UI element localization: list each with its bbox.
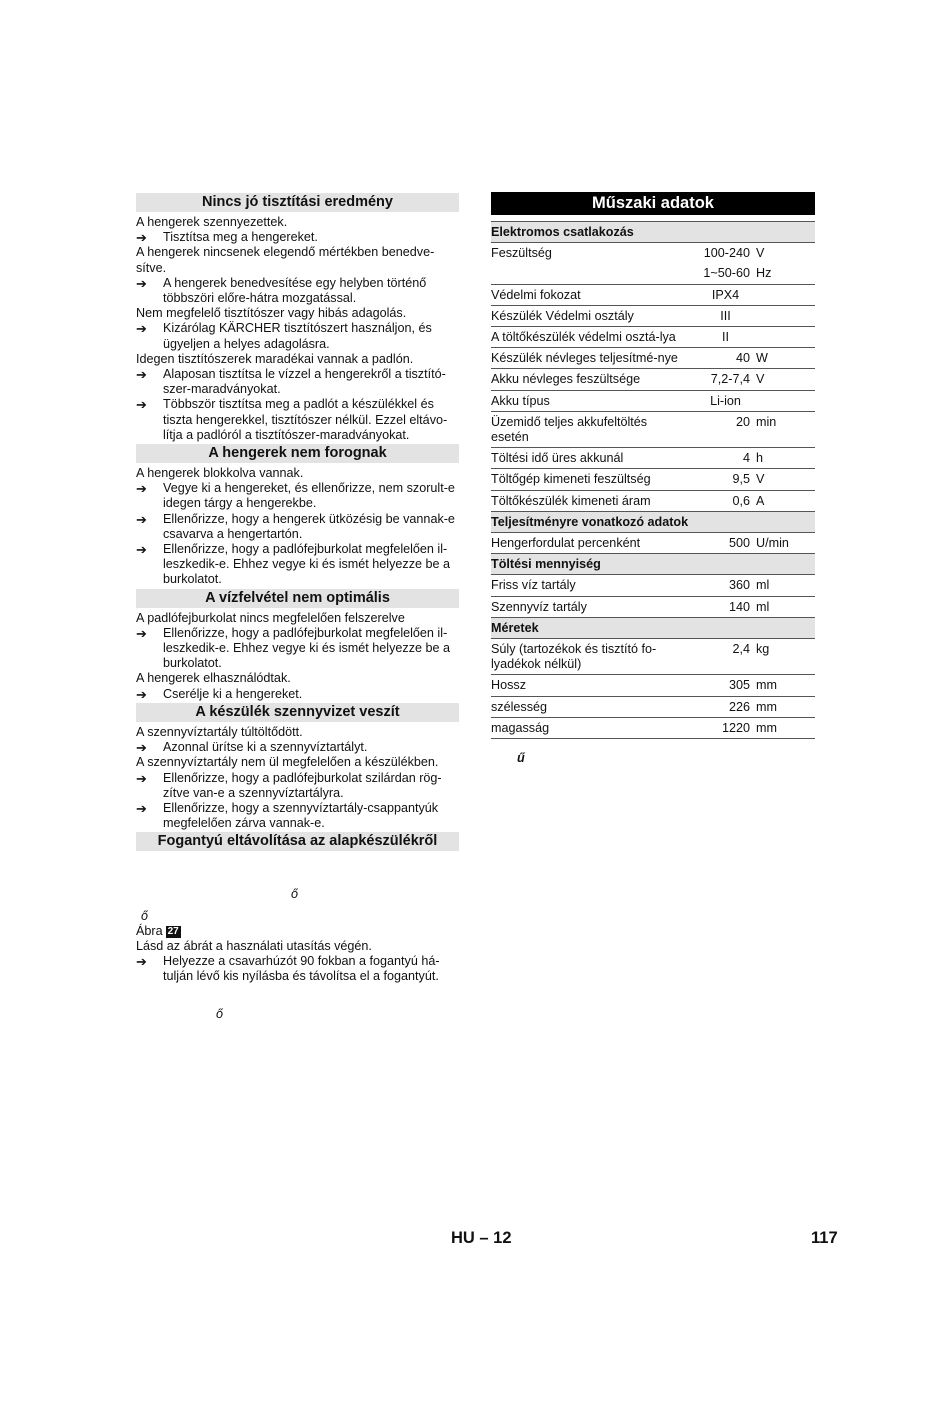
section-heading: Fogantyú eltávolítása az alapkészülékről [136, 832, 459, 851]
remedy-item: ➔ Cserélje ki a hengereket. [136, 686, 303, 702]
remedy-item: ➔ A hengerek benedvesítése egy helyben történő többszöri előre-hátra mozgatással. [136, 275, 427, 306]
remedy-item: ➔ Ellenőrizze, hogy a padlófejburkolat megfelelően il-leszkedik-e. Ehhez vegye ki és ismét helyezze be a burkolatot. [136, 542, 450, 587]
page-number: 117 [811, 1229, 838, 1247]
cause-text: A szennyvíztartály túltöltődött. [136, 724, 303, 739]
arrow-icon: ➔ [136, 230, 147, 246]
arrow-icon: ➔ [136, 321, 147, 337]
table-row: szélesség 226 mm [491, 696, 815, 717]
remedy-item: ➔ Ellenőrizze, hogy a padlófejburkolat megfelelően il-leszkedik-e. Ehhez vegye ki és ismét helyezze be a burkolatot. [136, 625, 450, 671]
table-row: Szennyvíz tartály 140 ml [491, 596, 815, 617]
table-row: Készülék névleges teljesítmé-nye 40 W [491, 348, 815, 369]
table-row: Üzemidő teljes akkufeltöltés esetén 20 min [491, 411, 815, 447]
arrow-icon: ➔ [136, 511, 147, 527]
section-heading: A hengerek nem forognak [136, 444, 459, 463]
technical-data-table [491, 221, 815, 739]
remedy-item: ➔ Vegye ki a hengereket, és ellenőrizze, nem szorult-e idegen tárgy a hengerekbe. [136, 481, 455, 511]
remedy-item: ➔ Ellenőrizze, hogy a szennyvíztartály-csappantyúk megfelelően zárva vannak-e. [136, 800, 439, 831]
arrow-icon: ➔ [136, 954, 147, 970]
table-row: Akku típus Li-ion [491, 390, 815, 411]
arrow-icon: ➔ [136, 800, 147, 816]
stray-glyph: ű [517, 751, 525, 766]
figure-number-badge: 27 [167, 925, 179, 937]
remedy-item: ➔ Kizárólag KÄRCHER tisztítószert használjon, és ügyeljen a helyes adagolásra. [136, 321, 432, 351]
table-group-row: Méretek [491, 617, 815, 638]
table-row: Feszültség 100-240 V [491, 246, 765, 261]
remedy-item: ➔ Többször tisztítsa meg a padlót a készülékkel és tiszta hengerekkel, tisztítószer nélkül. Ezzel eltávo-lítja a padlóról a tisztítószer-maradványokat. [136, 397, 448, 442]
table-group-row: Elektromos csatlakozás [491, 222, 815, 243]
remedy-item: ➔ Helyezze a csavarhúzót 90 fokban a fogantyú há-tulján lévő kis nyílásba és távolítsa el a fogantyút. [136, 954, 440, 984]
table-row: Akku névleges feszültsége 7,2-7,4 V [491, 369, 815, 390]
cause-text: A hengerek elhasználódtak. [136, 671, 291, 686]
remedy-item: ➔ Azonnal ürítse ki a szennyvíztartályt. [136, 740, 368, 756]
arrow-icon: ➔ [136, 481, 147, 497]
section-heading: Nincs jó tisztítási eredmény [136, 193, 459, 212]
troubleshooting-column [136, 192, 459, 1022]
stray-glyph: ő [291, 887, 299, 902]
table-row: Készülék Védelmi osztály III [491, 305, 815, 326]
table-row: magasság 1220 mm [491, 717, 815, 738]
cause-text: A hengerek nincsenek elegendő mértékben benedve-sítve. [136, 245, 435, 275]
figure-reference: Ábra 27 [136, 923, 179, 938]
table-row: Töltőkészülék kimeneti áram 0,6 A [491, 490, 815, 511]
arrow-icon: ➔ [136, 367, 147, 383]
technical-data-title: Műszaki adatok [491, 192, 815, 215]
table-group-row: Teljesítményre vonatkozó adatok [491, 511, 815, 532]
section-heading: A készülék szennyvizet veszít [136, 703, 459, 722]
table-group-row: Töltési mennyiség [491, 554, 815, 575]
arrow-icon: ➔ [136, 686, 147, 702]
table-row: A töltőkészülék védelmi osztá-lya II [491, 327, 815, 348]
section-heading: A vízfelvétel nem optimális [136, 589, 459, 608]
remedy-item: ➔ Alaposan tisztítsa le vízzel a hengerekről a tisztító-szer-maradványokat. [136, 367, 446, 397]
arrow-icon: ➔ [136, 740, 147, 756]
technical-data-column [491, 192, 815, 766]
cause-text: Nem megfelelő tisztítószer vagy hibás adagolás. [136, 306, 407, 321]
table-row: Friss víz tartály 360 ml [491, 575, 815, 596]
cause-text: A szennyvíztartály nem ül megfelelően a készülékben. [136, 755, 439, 770]
table-row: Védelmi fokozat IPX4 [491, 284, 815, 305]
cause-text: A hengerek szennyezettek. [136, 215, 288, 229]
cause-text: A hengerek blokkolva vannak. [136, 466, 304, 481]
table-row: 1~50-60 Hz [491, 263, 815, 284]
table-row: Súly (tartozékok és tisztító fo-lyadékok nélkül) 2,4 kg [491, 639, 815, 675]
arrow-icon: ➔ [136, 397, 147, 413]
instruction-text: Lásd az ábrát a használati utasítás végén. [136, 938, 372, 953]
stray-glyph: ő [141, 908, 149, 923]
remedy-item: ➔ Tisztítsa meg a hengereket. [136, 230, 318, 246]
cause-text: A padlófejburkolat nincs megfelelően felszerelve [136, 610, 405, 625]
table-row: Hengerfordulat percenként 500 U/min [491, 533, 815, 554]
table-row: Hossz 305 mm [491, 675, 815, 696]
remedy-item: ➔ Ellenőrizze, hogy a padlófejburkolat szilárdan rög-zítve van-e a szennyvíztartályra. [136, 770, 442, 800]
table-row: Töltőgép kimeneti feszültség 9,5 V [491, 469, 815, 490]
arrow-icon: ➔ [136, 770, 147, 786]
section-page-label: HU – 12 [451, 1229, 512, 1247]
arrow-icon: ➔ [136, 542, 147, 558]
remedy-item: ➔ Ellenőrizze, hogy a hengerek ütközésig be vannak-e csavarva a hengertartón. [136, 511, 455, 541]
cause-text: Idegen tisztítószerek maradékai vannak a padlón. [136, 351, 414, 366]
table-row: Töltési idő üres akkunál 4 h [491, 448, 815, 469]
stray-glyph: ő [216, 1006, 224, 1021]
arrow-icon: ➔ [136, 275, 147, 291]
arrow-icon: ➔ [136, 625, 147, 641]
